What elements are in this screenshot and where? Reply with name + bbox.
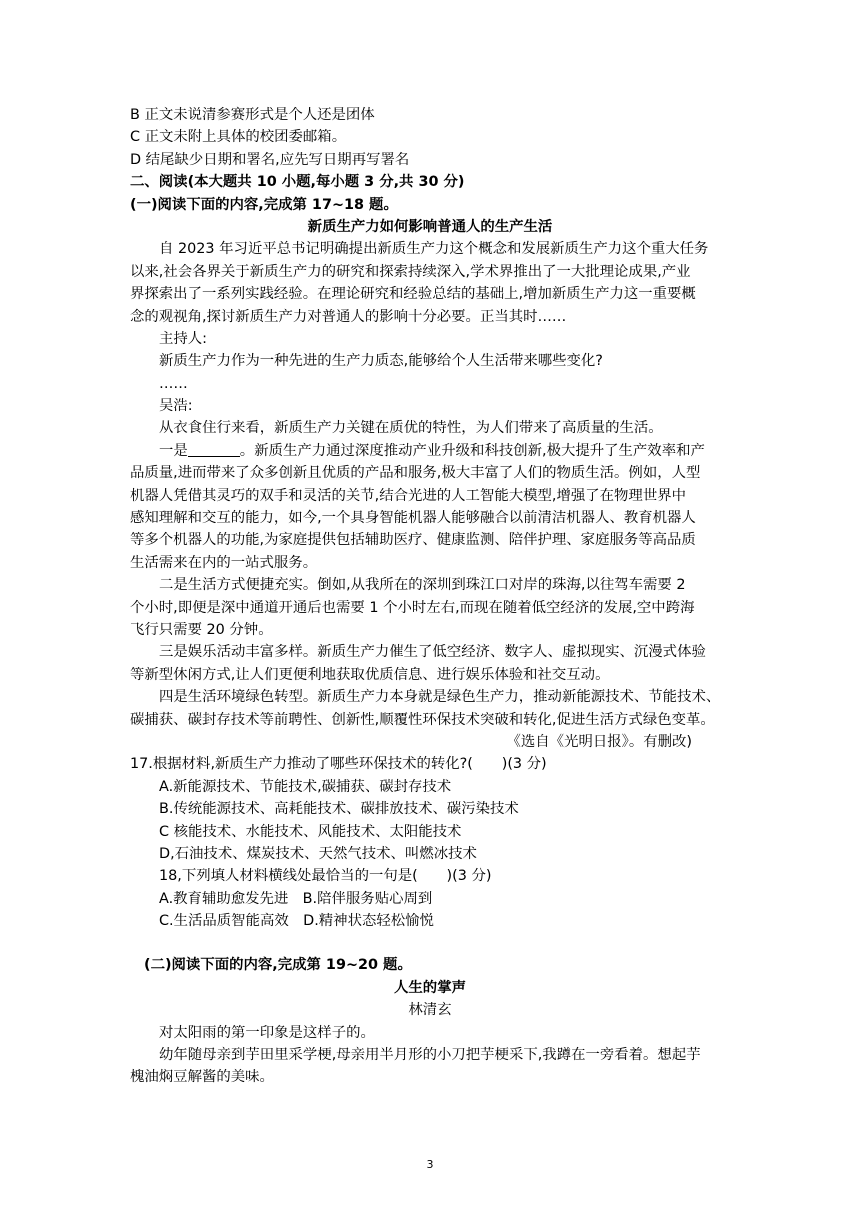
intro-line-3: 界探索出了一系列实践经验。在理论研究和经验总结的基础上,增加新质生产力这一重要概 <box>130 286 696 303</box>
question-17-option-b: B.传统能源技术、高耗能技术、碳排放技术、碳污染技术 <box>159 801 519 818</box>
question-17-option-d: D,石油技术、煤炭技术、天然气技术、叫燃冰技术 <box>159 845 477 862</box>
host-label: 主持人: <box>159 330 208 347</box>
essay-paragraph-two-line: 槐油焖豆解酱的美味。 <box>130 1069 274 1086</box>
essay-paragraph-one: 对太阳雨的第一印象是这样子的。 <box>159 1024 375 1041</box>
paragraph-one-line: 等多个机器人的功能,为家庭提供包括辅助医疗、健康监测、陪伴护理、家庭服务等高品质 <box>130 532 696 549</box>
essay-paragraph-two-line: 幼年随母亲到芋田里采学梗,母亲用半月形的小刀把芋梗采下,我蹲在一旁看着。想起芋 <box>159 1047 701 1064</box>
paragraph-four-line: 四是生活环境绿色转型。新质生产力本身就是绿色生产力，推动新能源技术、节能技术、 <box>159 689 721 706</box>
page-content <box>130 104 730 1089</box>
paragraph-one-line: 感知理解和交互的能力，如今,一个具身智能机器人能够融合以前清洁机器人、教育机器人 <box>130 510 696 527</box>
essay-title: 人生的掌声 <box>394 979 466 996</box>
paragraph-one-line: 生活需来在内的一站式服务。 <box>130 554 318 571</box>
paragraph-two-line: 飞行只需要 20 分钟。 <box>130 621 273 638</box>
article-title: 新质生产力如何影响普通人的生产生活 <box>307 218 553 235</box>
paragraph-one-start: 一是 <box>159 442 188 459</box>
option-d-prev: D 结尾缺少日期和署名,应先写日期再写署名 <box>130 151 410 168</box>
paragraph-one-first-line <box>130 440 730 462</box>
intro-line-2: 以来,社会各界关于新质生产力的研究和探索持续深入,学术界推出了一大批理论成果,产业 <box>130 263 691 280</box>
question-18-stem: 18,下列填人材料横线处最恰当的一句是( )(3 分) <box>159 868 492 885</box>
page-number: 3 <box>426 1158 434 1171</box>
host-question: 新质生产力作为一种先进的生产力质态,能够给个人生活带来哪些变化? <box>159 353 603 370</box>
speaker-label: 吴浩: <box>159 398 193 415</box>
paragraph-three-line: 等新型休闲方式,让人们更便利地获取优质信息、进行娱乐体验和社交互动。 <box>130 666 610 683</box>
question-17-option-c: C 核能技术、水能技术、风能技术、太阳能技术 <box>159 823 462 840</box>
question-18-options-row-2: C.生活品质智能高效 D.精神状态轻松愉悦 <box>159 913 434 930</box>
paragraph-one-continue: 。新质生产力通过深度推动产业升级和科技创新,极大提升了生产效率和产 <box>239 442 705 459</box>
question-17-stem: 17.根据材料,新质生产力推动了哪些环保技术的转化?( )(3 分) <box>130 756 547 773</box>
paragraph-two-line: 二是生活方式便捷充实。倒如,从我所在的深圳到珠江口对岸的珠海,以往驾车需要 2 <box>159 577 686 594</box>
part-two-instruction: (二)阅读下面的内容,完成第 19~20 题。 <box>144 957 412 974</box>
paragraph-four-line: 碳捕获、碳封存技术等前聘性、创新性,顺覆性环保技术突破和转化,促进生活方式绿色变革。 <box>130 711 715 728</box>
intro-line-1: 自 2023 年习近平总书记明确提出新质生产力这个概念和发展新质生产力这个重大任务 <box>159 241 709 258</box>
option-b-prev: B 正文未说清参赛形式是个人还是团体 <box>130 107 375 123</box>
intro-line-4: 念的观视角,探讨新质生产力对普通人的影响十分必要。正当其时…… <box>130 308 567 325</box>
paragraph-three-line: 三是娱乐活动丰富多样。新质生产力催生了低空经济、数字人、虚拟现实、沉漫式体验 <box>159 644 706 661</box>
section-two-heading: 二、阅读(本大题共 10 小题,每小题 3 分,共 30 分) <box>130 174 465 191</box>
spacer <box>130 932 730 954</box>
question-18-options-row-1: A.教育辅助愈发先进 B.陪伴服务贴心周到 <box>159 890 433 907</box>
essay-author: 林清玄 <box>408 1002 452 1019</box>
ellipsis: …… <box>159 375 188 392</box>
lead-sentence: 从衣食住行来看，新质生产力关键在质优的特性，为人们带来了高质量的生活。 <box>159 420 663 437</box>
option-c-prev: C 正文未附上具体的校团委邮箱。 <box>130 129 347 146</box>
paragraph-one-line: 机器人凭借其灵巧的双手和灵活的关节,结合光进的人工智能大模型,增强了在物理世界中 <box>130 487 686 504</box>
paragraph-one-line: 品质量,进而带来了众多创新且优质的产品和服务,极大丰富了人们的物质生活。例如，人型 <box>130 465 701 482</box>
fill-in-blank <box>188 442 240 457</box>
article-source: 《选自《光明日报》。有删改) <box>506 733 692 750</box>
part-one-instruction: (一)阅读下面的内容,完成第 17~18 题。 <box>130 196 398 213</box>
question-17-option-a: A.新能源技术、节能技术,碳捕获、碳封存技术 <box>159 778 452 795</box>
paragraph-two-line: 个小时,即便是深中通道开通后也需要 1 个小时左右,而现在随着低空经济的发展,空中跨海 <box>130 599 695 616</box>
